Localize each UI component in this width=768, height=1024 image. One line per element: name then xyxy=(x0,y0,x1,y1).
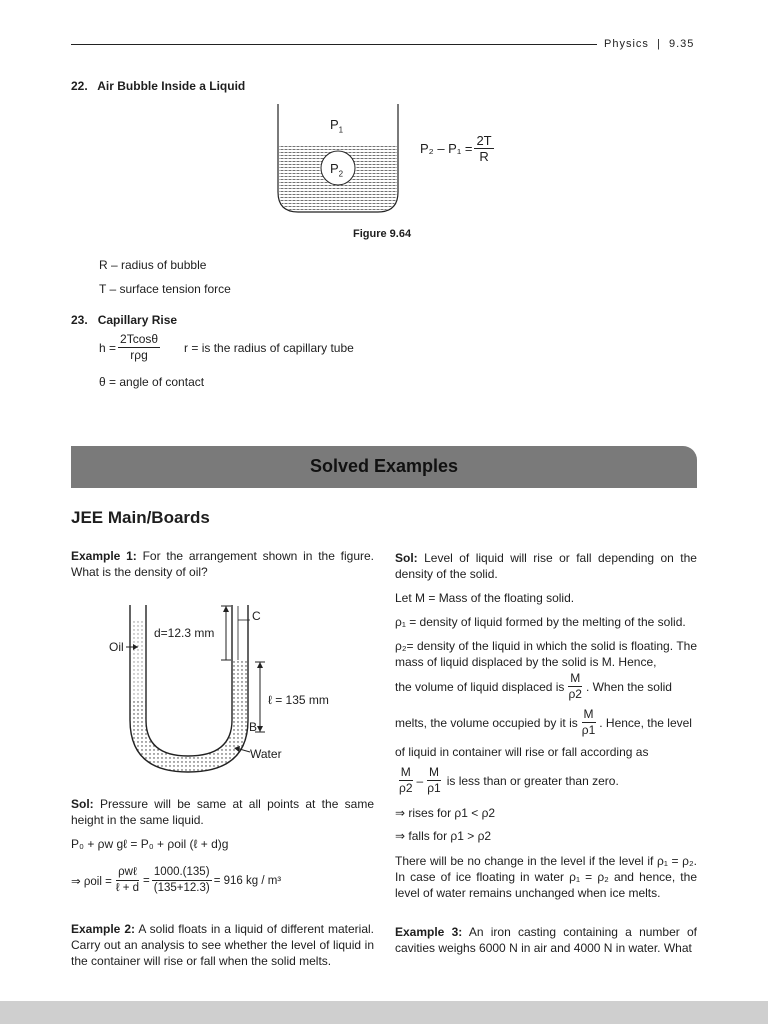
accordingly-line: of liquid in container will rise or fall according as xyxy=(395,745,649,759)
bubble-pressure-formula: P₂ – P₁ = $\frac{2T}{R}$ xyxy=(420,133,492,164)
rho1-definition: ρ₁ = density of liquid formed by the melting of the solid. xyxy=(395,615,686,629)
fig-d-label: d=12.3 mm xyxy=(154,626,215,640)
example-2-question: Example 2: A solid floats in a liquid of different material. Carry out an analysis to see whether the level of liquid in the container will rise or fall when the solid melts. xyxy=(71,922,375,968)
no-change-paragraph: There will be no change in the level if the level if ρ₁ = ρ₂. In case of ice floating in water ρ₁ = ρ₂ and hence, the level of water remains unchanged when ice melts. xyxy=(395,854,697,900)
figure-caption: Figure 9.64 xyxy=(353,228,412,240)
example-2-solution: Sol: Level of liquid will rise or fall depending on the density of the solid. xyxy=(395,551,697,581)
example-1-question: Example 1: For the arrangement shown in the figure. What is the density of oil? xyxy=(71,549,374,579)
jee-subheading: JEE Main/Boards xyxy=(71,508,210,527)
header-page-number: 9.35 xyxy=(669,38,695,50)
header-subject: Physics xyxy=(604,38,649,50)
example-3-question: Example 3: An iron casting containing a number of cavities weighs 6000 N in air and 4000 N in water. What xyxy=(395,925,698,955)
section-23-heading: 23. Capillary Rise xyxy=(71,313,178,327)
let-mass-line: Let M = Mass of the floating solid. xyxy=(395,591,575,605)
banner-title: Solved Examples xyxy=(309,456,459,476)
example-1-equation-2: ⇒ ρoil = $\frac{\text{ρwℓ}}{\text{ℓ + d}}$ = $\frac{1000.(135)}{(135+12.3)}$ = 916 kg / m³ xyxy=(71,866,282,894)
capillary-formula: h = $\frac{2Tcos\theta}{\text{rρg}}$ r = is the radius of capillary tube xyxy=(99,332,354,362)
example-1-equation-1: P₀ + ρw gℓ = P₀ + ρoil (ℓ + d)g xyxy=(71,837,229,851)
rises-condition: ⇒ rises for ρ1 < ρ2 xyxy=(395,806,496,820)
fig-c-label: C xyxy=(252,609,261,623)
footer-bar xyxy=(0,1001,768,1024)
falls-condition: ⇒ falls for ρ1 > ρ2 xyxy=(395,829,492,843)
section-22-heading: 22. Air Bubble Inside a Liquid xyxy=(71,79,246,93)
rho2-definition: ρ₂= density of the liquid in which the solid is floating. The mass of liquid displaced by the solid is M. Hence, xyxy=(395,639,697,669)
header-rule xyxy=(71,44,597,45)
fig-water-label: Water xyxy=(250,747,282,761)
p2-label: $P_2$ xyxy=(330,161,344,179)
running-header: Physics | 9.35 xyxy=(604,38,695,50)
volume-displaced-line: the volume of liquid displaced is $\frac{M}{\rho 2}$ . When the solid xyxy=(395,671,672,701)
fig-l-label: ℓ = 135 mm xyxy=(268,693,329,707)
definition-r: R – radius of bubble xyxy=(99,258,207,272)
fig-oil-label: Oil xyxy=(109,640,124,654)
difference-expression: $\frac{M}{\rho 2}$ – $\frac{M}{\rho 1}$ is less than or greater than zero. xyxy=(399,765,619,795)
theta-note: θ = angle of contact xyxy=(99,375,205,389)
definition-t: T – surface tension force xyxy=(99,282,231,296)
volume-melted-line: melts, the volume occupied by it is $\frac{M}{\rho 1}$ . Hence, the level xyxy=(395,707,692,737)
p1-label: $P_1$ xyxy=(330,117,344,135)
example-1-solution: Sol: Pressure will be same at all points at the same height in the same liquid. xyxy=(71,797,374,827)
fig-b-label: B xyxy=(249,720,258,734)
